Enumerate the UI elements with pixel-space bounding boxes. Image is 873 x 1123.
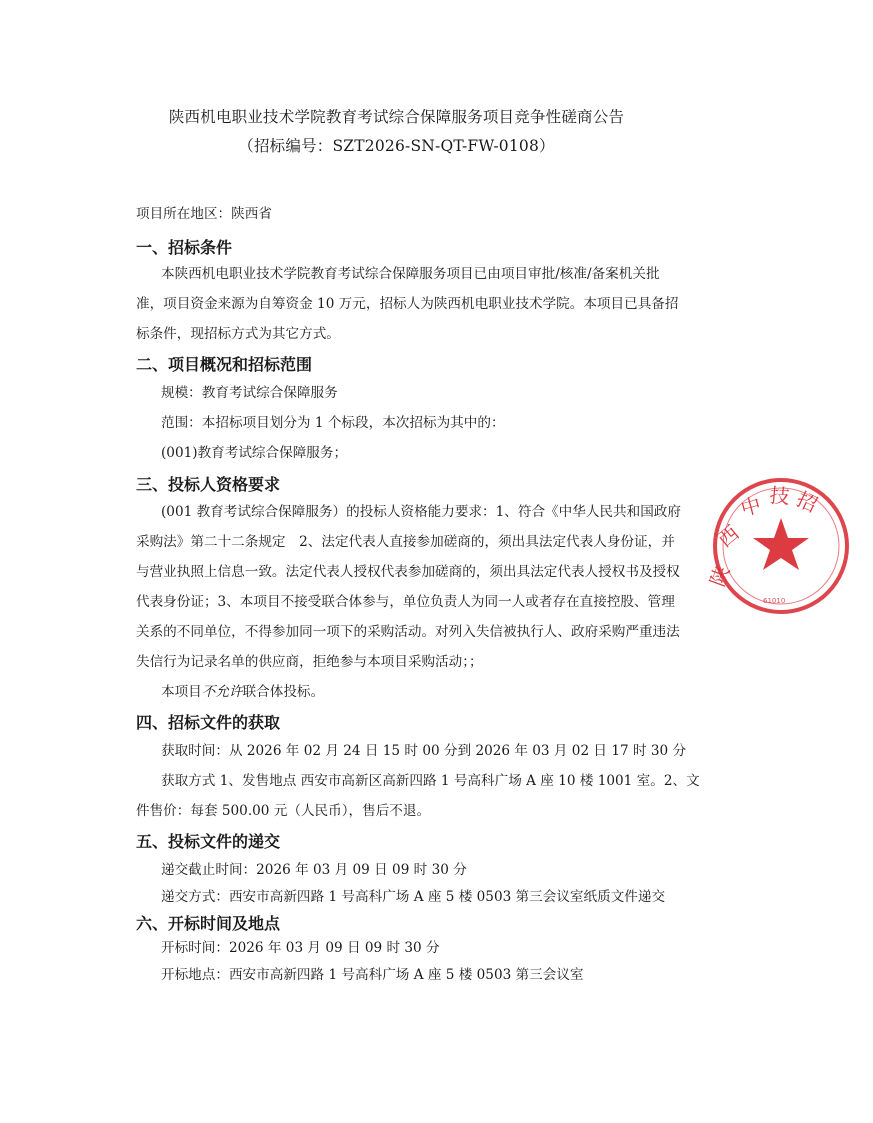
paragraph-line: 规模：教育考试综合保障服务 <box>161 385 338 401</box>
document-title: 陕西机电职业技术学院教育考试综合保障服务项目竞争性磋商公告 <box>168 108 625 126</box>
paragraph-line: 与营业执照上信息一致。法定代表人授权代表参加磋商的，须出具法定代表人授权书及授权 <box>136 564 680 580</box>
paragraph-line: 采购法》第二十二条规定 2、法定代表人直接参加磋商的，须出具法定代表人身份证，并 <box>136 534 675 550</box>
official-seal-stamp <box>703 478 873 628</box>
joint-bid-suffix: 联合体投标。 <box>242 684 325 700</box>
paragraph-line: 递交方式：西安市高新四路 1 号高科广场 A 座 5 楼 0503 第三会议室纸质文件递交 <box>161 889 666 905</box>
paragraph-line: 本陕西机电职业技术学院教育考试综合保障服务项目已由项目审批/核准/备案机关批 <box>161 266 660 282</box>
paragraph-line: (001 教育考试综合保障服务）的投标人资格能力要求：1、符合《中华人民共和国政府 <box>161 504 681 520</box>
paragraph-line: 递交截止时间：2026 年 03 月 09 日 09 时 30 分 <box>161 862 467 878</box>
paragraph-line: (001)教育考试综合保障服务； <box>161 445 348 461</box>
joint-bid-emphasis: 不允许 <box>201 684 243 700</box>
paragraph-line: 获取时间：从 2026 年 02 月 24 日 15 时 00 分到 2026 年 03 月 02 日 17 时 30 分 <box>161 743 687 759</box>
paragraph-line: 范围：本招标项目划分为 1 个标段，本次招标为其中的： <box>161 415 505 431</box>
paragraph-line: 开标地点：西安市高新四路 1 号高科广场 A 座 5 楼 0503 第三会议室 <box>161 967 584 983</box>
svg-text:招: 招 <box>792 486 822 517</box>
svg-text:中: 中 <box>738 492 764 521</box>
section-heading-opening: 六、开标时间及地点 <box>136 914 281 933</box>
paragraph-line: 失信行为记录名单的供应商，拒绝参与本项目采购活动；； <box>136 654 483 670</box>
svg-text:技: 技 <box>768 483 791 509</box>
section-heading-submission: 五、投标文件的递交 <box>136 832 281 851</box>
section-heading-qualifications: 三、投标人资格要求 <box>136 475 281 494</box>
tender-number: （招标编号：SZT2026-SN-QT-FW-0108） <box>238 137 555 155</box>
paragraph-line: 代表身份证；3、本项目不接受联合体参与，单位负责人为同一人或者存在直接控股、管理 <box>136 594 675 610</box>
paragraph-line: 标条件，现招标方式为其它方式。 <box>136 326 340 342</box>
section-heading-documents: 四、招标文件的获取 <box>136 713 281 732</box>
paragraph-line: 关系的不同单位，不得参加同一项下的采购活动。对列入失信被执行人、政府采购严重违法 <box>136 624 680 640</box>
section-heading-conditions: 一、招标条件 <box>136 238 233 257</box>
paragraph-line: 开标时间：2026 年 03 月 09 日 09 时 30 分 <box>161 940 440 956</box>
svg-text:61010: 61010 <box>763 597 786 605</box>
paragraph-line: 准，项目资金来源为自筹资金 10 万元，招标人为陕西机电职业技术学院。本项目已具备招 <box>136 296 679 312</box>
joint-bid-note <box>161 683 324 701</box>
project-region: 项目所在地区：陕西省 <box>136 206 272 222</box>
section-heading-overview: 二、项目概况和招标范围 <box>136 355 313 374</box>
svg-text:陕: 陕 <box>705 562 735 590</box>
paragraph-line: 获取方式 1、发售地点 西安市高新区高新四路 1 号高科广场 A 座 10 楼 1001 室。2、文 <box>161 773 700 789</box>
joint-bid-prefix: 本项目 <box>161 684 202 700</box>
svg-text:西: 西 <box>712 520 744 552</box>
paragraph-line: 件售价：每套 500.00 元（人民币），售后不退。 <box>136 803 431 819</box>
